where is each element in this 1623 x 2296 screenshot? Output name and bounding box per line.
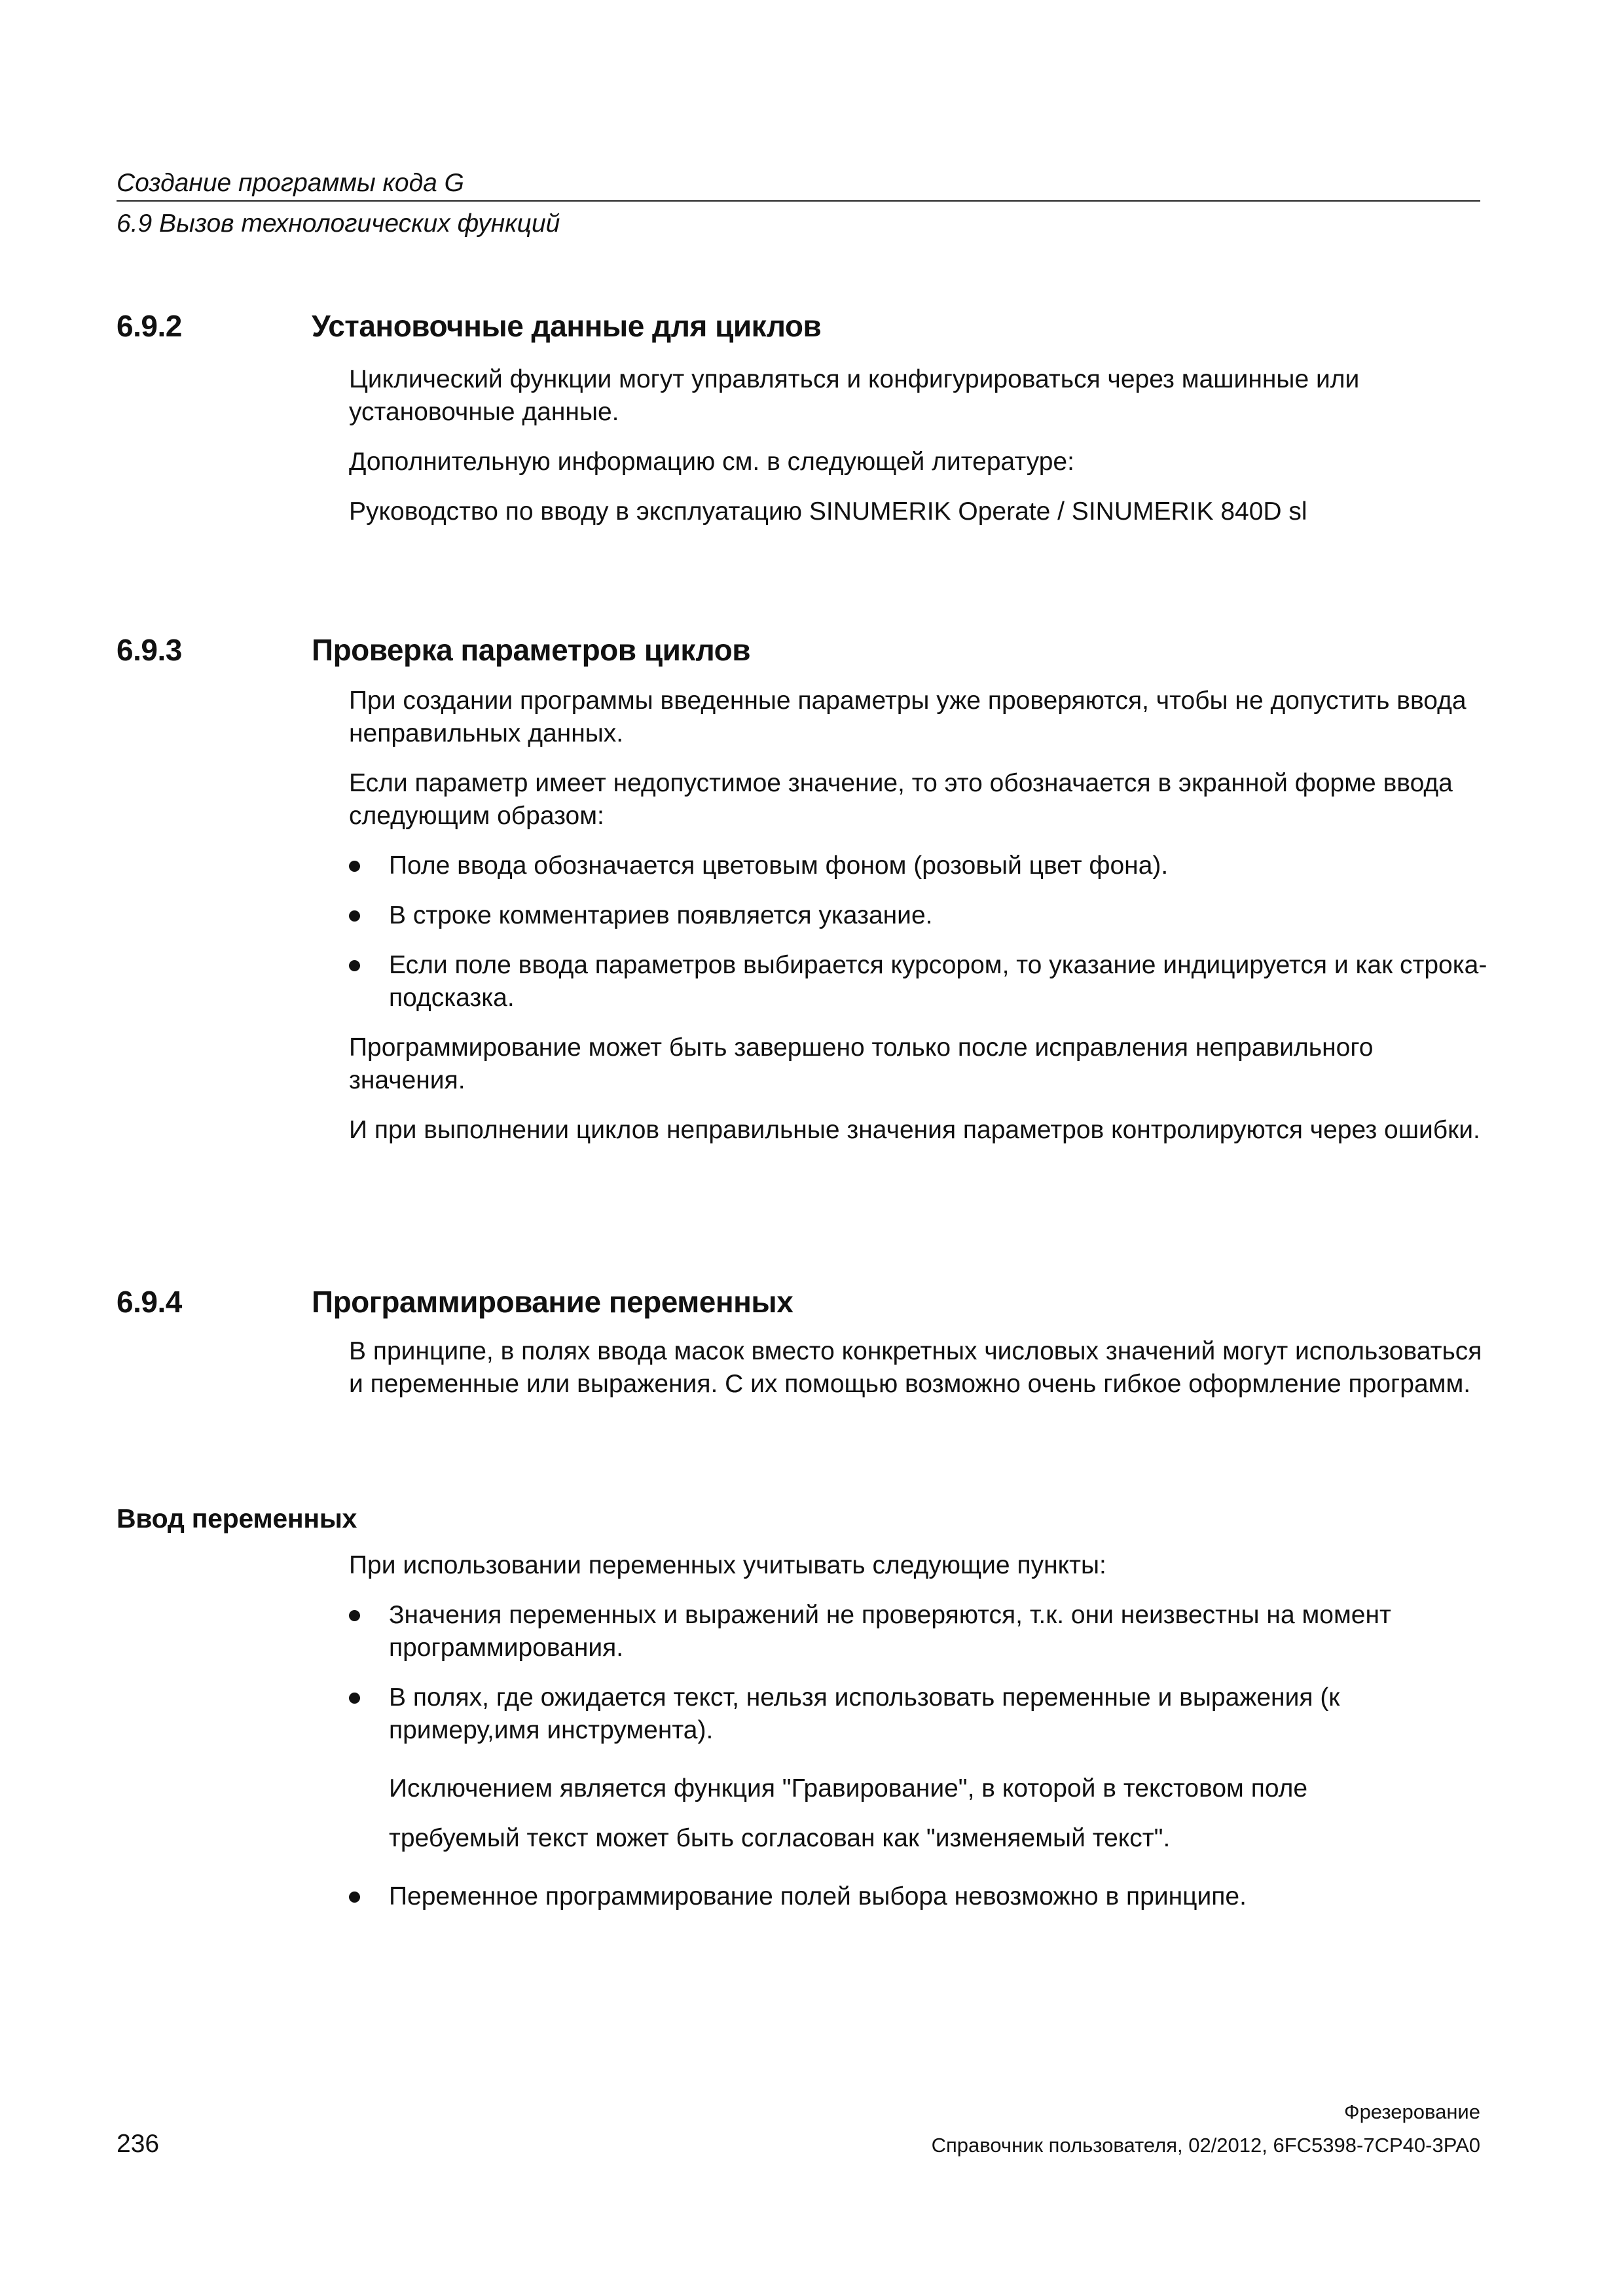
- running-header-section: 6.9 Вызов технологических функций: [117, 209, 560, 238]
- bullet-icon: [349, 960, 360, 971]
- list-item-text: Переменное программирование полей выбора невозможно в принципе.: [389, 1882, 1247, 1910]
- list-item: [349, 899, 1488, 932]
- bullet-icon: [349, 910, 360, 922]
- list-item: [349, 1880, 1488, 1913]
- header-rule: [117, 200, 1480, 202]
- paragraph: При создании программы введенные параметры уже проверяются, чтобы не допустить ввода неправильных данных.: [349, 687, 1467, 747]
- running-header-chapter: Создание программы кода G: [117, 169, 465, 197]
- paragraph: При использовании переменных учитывать следующие пункты:: [349, 1551, 1106, 1579]
- bullet-list: [349, 850, 1488, 1014]
- paragraph: И при выполнении циклов неправильные значения параметров контролируются через ошибки.: [349, 1116, 1480, 1144]
- section-number: 6.9.4: [117, 1285, 182, 1319]
- footer-document-title: Фрезерование: [1344, 2100, 1480, 2123]
- list-item-text: В строке комментариев появляется указание.: [389, 901, 933, 929]
- list-item: [349, 1681, 1488, 1747]
- note-line: Исключением является функция "Гравирование", в которой в текстовом поле: [389, 1774, 1308, 1803]
- bullet-icon: [349, 861, 360, 872]
- list-item: [349, 949, 1488, 1014]
- paragraph: Руководство по вводу в эксплуатацию SINUMERIK Operate / SINUMERIK 840D sl: [349, 497, 1307, 526]
- list-item-text: Поле ввода обозначается цветовым фоном (розовый цвет фона).: [389, 852, 1169, 880]
- exception-note: [349, 1764, 1488, 1863]
- list-item-text: В полях, где ожидается текст, нельзя использовать переменные и выражения (к примеру,имя инструмента).: [389, 1683, 1340, 1744]
- page-number: 236: [117, 2130, 160, 2158]
- bullet-icon: [349, 1892, 360, 1903]
- section-number: 6.9.2: [117, 309, 182, 343]
- paragraph: Программирование может быть завершено только после исправления неправильного значения.: [349, 1033, 1374, 1094]
- section-body: [349, 1335, 1488, 1418]
- section-title: Установочные данные для циклов: [312, 309, 822, 343]
- list-item: [349, 850, 1488, 882]
- section-body: [349, 685, 1488, 1164]
- section-body: [349, 363, 1488, 545]
- paragraph: Дополнительную информацию см. в следующей литературе:: [349, 448, 1074, 476]
- bullet-icon: [349, 1693, 360, 1704]
- section-title: Проверка параметров циклов: [312, 633, 750, 667]
- section-number: 6.9.3: [117, 633, 182, 667]
- list-item-text: Значения переменных и выражений не проверяются, т.к. они неизвестны на момент программирования.: [389, 1601, 1391, 1662]
- section-title: Программирование переменных: [312, 1285, 793, 1319]
- paragraph: Если параметр имеет недопустимое значение, то это обозначается в экранной форме ввода следующим образом:: [349, 769, 1453, 830]
- bullet-list: [349, 1599, 1488, 1747]
- bullet-icon: [349, 1610, 360, 1621]
- paragraph: Циклический функции могут управляться и конфигурироваться через машинные или установочные данные.: [349, 365, 1360, 426]
- subsection-body: [349, 1549, 1488, 1930]
- bullet-list: [349, 1880, 1488, 1913]
- subsection-title: Ввод переменных: [117, 1503, 357, 1534]
- list-item: [349, 1599, 1488, 1664]
- paragraph: В принципе, в полях ввода масок вместо конкретных числовых значений могут использоваться и переменные или выражения. С их помощью возможно очень гибкое оформление программ.: [349, 1337, 1482, 1398]
- list-item-text: Если поле ввода параметров выбирается курсором, то указание индицируется и как строка-подсказка.: [389, 951, 1487, 1012]
- footer-reference: Справочник пользователя, 02/2012, 6FC5398-7CP40-3PA0: [931, 2134, 1480, 2157]
- note-line: требуемый текст может быть согласован как "изменяемый текст".: [389, 1824, 1171, 1852]
